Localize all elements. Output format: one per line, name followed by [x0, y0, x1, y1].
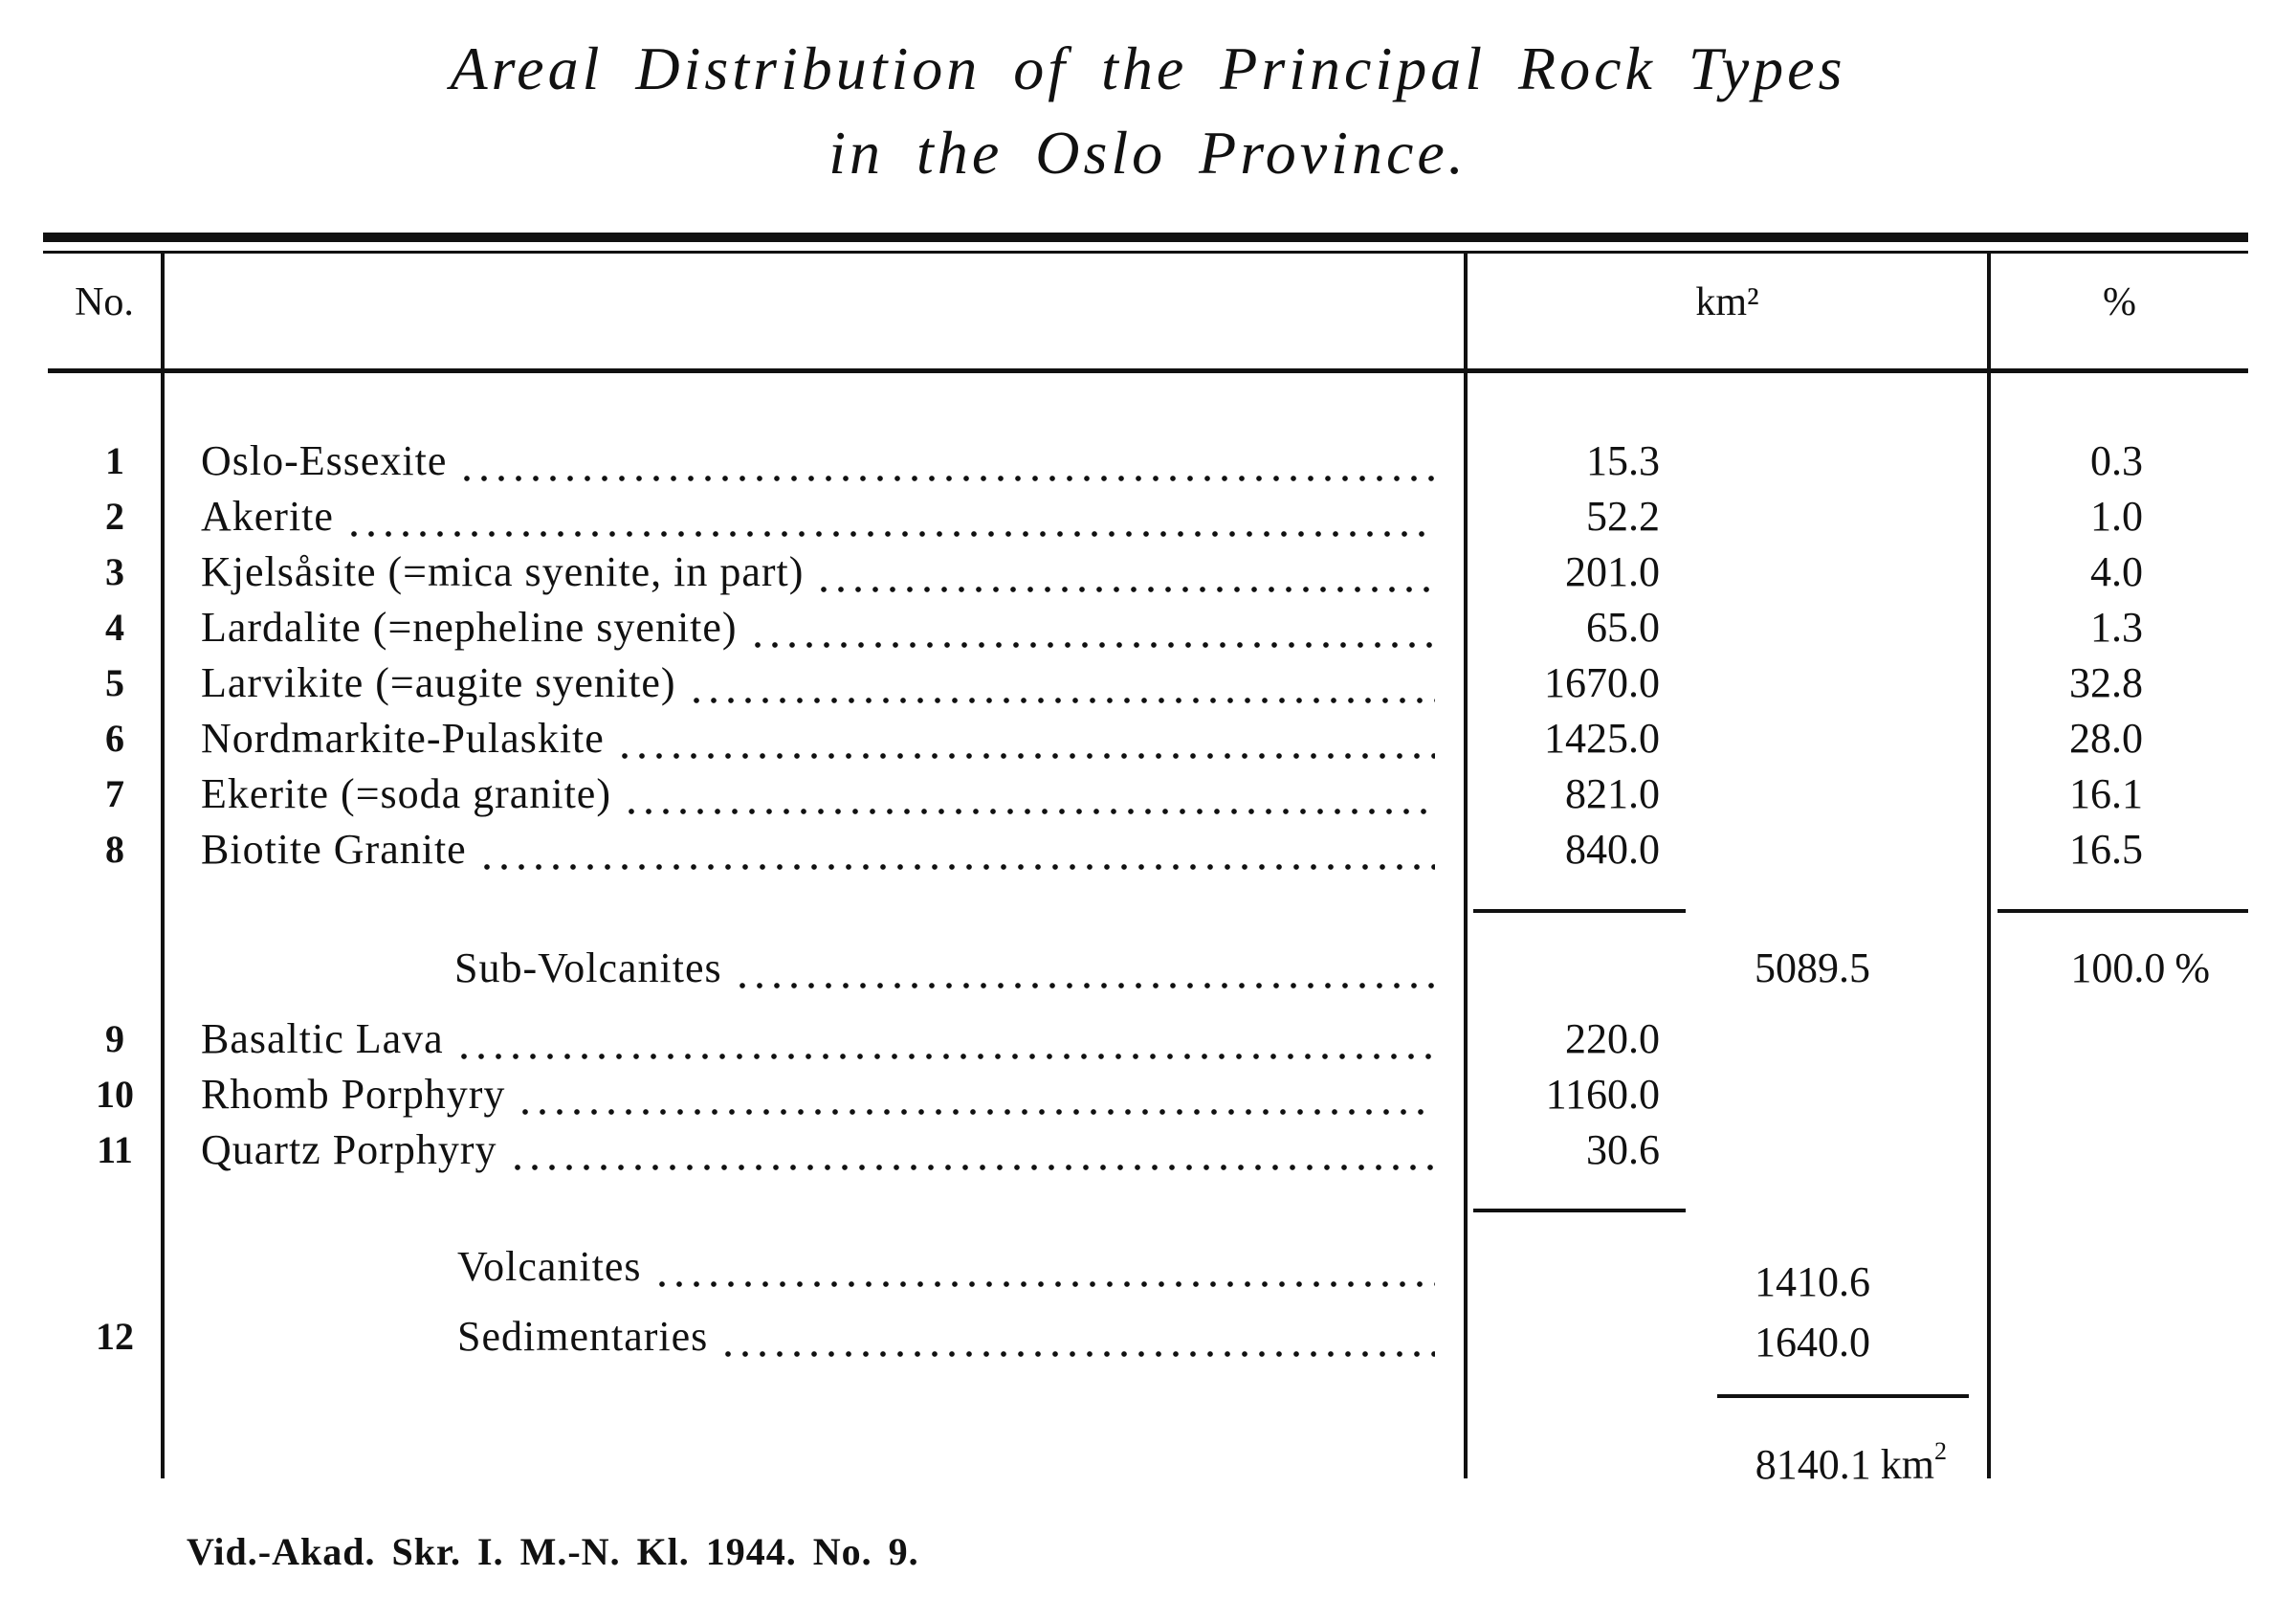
header-area: km²: [1695, 280, 1759, 324]
row-number: 1: [105, 439, 124, 482]
percent-value: 0.3: [2090, 437, 2143, 484]
area-value: 52.2: [1586, 493, 1660, 540]
rock-name: Oslo-Essexite: [201, 437, 448, 484]
row-label: [201, 711, 1435, 766]
area-value: 1425.0: [1544, 715, 1660, 762]
grand-total-rule: [1717, 1394, 1969, 1398]
top-thick-rule: [43, 233, 2248, 242]
leader-dots: [623, 766, 1435, 822]
header-no: No.: [75, 280, 134, 324]
leader-dots: [345, 489, 1435, 544]
grand-total-unit: [1880, 1437, 1947, 1488]
leader-dots: [719, 1309, 1435, 1365]
row-number: 6: [105, 717, 124, 760]
row-label: [201, 1067, 1435, 1122]
row-label: [454, 941, 1435, 996]
row-label: [457, 1239, 1435, 1295]
group-name: Volcanites: [457, 1243, 642, 1290]
table-title-line-2: in the Oslo Province.: [828, 119, 1468, 187]
row-number: 2: [105, 495, 124, 538]
row-label: [201, 822, 1435, 877]
rock-name: Lardalite (=nepheline syenite): [201, 604, 738, 651]
rock-name: Biotite Granite: [201, 826, 467, 873]
percent-value: 4.0: [2090, 548, 2143, 595]
table-row: [0, 1011, 2296, 1067]
row-label: [201, 544, 1435, 600]
subtotal-rule-area: [1473, 909, 1686, 913]
leader-dots: [653, 1239, 1436, 1295]
percent-total: 100.0: [2070, 944, 2166, 991]
row-label: [201, 1122, 1435, 1178]
row-number: 5: [105, 661, 124, 704]
percent-value: 1.0: [2090, 493, 2143, 540]
table-title-line-1: Areal Distribution of the Principal Rock Types: [450, 34, 1846, 102]
row-number: 11: [97, 1128, 133, 1171]
row-label: [201, 766, 1435, 822]
rock-name: Larvikite (=augite syenite): [201, 659, 676, 706]
area-value: 201.0: [1565, 548, 1660, 595]
subtotal-row: [0, 1239, 2296, 1305]
group-name: Sedimentaries: [457, 1313, 709, 1360]
area-value: 840.0: [1565, 826, 1660, 873]
top-thin-rule: [43, 251, 2248, 254]
rock-name: Rhomb Porphyry: [201, 1071, 506, 1118]
subtotal-row: [0, 941, 2296, 996]
leader-dots: [815, 544, 1435, 600]
table-row: [0, 1122, 2296, 1178]
leader-dots: [749, 600, 1435, 655]
leader-dots: [688, 655, 1435, 711]
rock-name: Nordmarkite-Pulaskite: [201, 715, 605, 762]
row-label: [201, 489, 1435, 544]
table-row: [0, 766, 2296, 822]
row-label: [201, 1011, 1435, 1067]
area-value: 15.3: [1586, 437, 1660, 484]
area-value: 65.0: [1586, 604, 1660, 651]
publication-reference: Vid.-Akad. Skr. I. M.-N. Kl. 1944. No. 9.: [187, 1530, 919, 1573]
leader-dots: [509, 1122, 1436, 1178]
percent-value: 1.3: [2090, 604, 2143, 651]
rock-name: Ekerite (=soda granite): [201, 770, 611, 817]
leader-dots: [616, 711, 1435, 766]
group-name: Sub-Volcanites: [454, 944, 722, 991]
table-row: [0, 822, 2296, 877]
table-row: [0, 1067, 2296, 1122]
row-number: 8: [105, 828, 124, 871]
percent-value: 16.1: [2069, 770, 2143, 817]
row-label: [457, 1309, 1435, 1365]
row-number: 3: [105, 550, 124, 593]
leader-dots: [458, 433, 1435, 489]
subtotal-rule-volcanic: [1473, 1209, 1686, 1212]
header-percent: %: [2103, 280, 2136, 324]
subtotal-percent: [1990, 941, 2210, 996]
percent-value: 32.8: [2069, 659, 2143, 706]
leader-dots: [478, 822, 1435, 877]
leader-dots: [734, 941, 1435, 996]
grand-total-value: 8140.1: [1755, 1441, 1871, 1488]
area-value: 1670.0: [1544, 659, 1660, 706]
subtotal-rule-percent: [1998, 909, 2248, 913]
row-number: 12: [96, 1315, 134, 1358]
table-row: [0, 655, 2296, 711]
subtotal-value: 1410.6: [1755, 1258, 1870, 1305]
leader-dots: [517, 1067, 1435, 1122]
subtotal-value: 1640.0: [1755, 1319, 1870, 1366]
table-row: [0, 1309, 2296, 1365]
row-label: [201, 433, 1435, 489]
table-row: [0, 433, 2296, 489]
row-number: 9: [105, 1017, 124, 1060]
percent-value: 28.0: [2069, 715, 2143, 762]
grand-total: [1660, 1424, 1947, 1493]
row-number: 7: [105, 772, 124, 815]
table-row: [0, 600, 2296, 655]
table-row: [0, 489, 2296, 544]
table-row: [0, 711, 2296, 766]
rock-name: Akerite: [201, 493, 334, 540]
table-row: [0, 544, 2296, 600]
leader-dots: [455, 1011, 1435, 1067]
area-value: 220.0: [1565, 1015, 1660, 1062]
percent-value: 16.5: [2069, 826, 2143, 873]
rock-name: Kjelsåsite (=mica syenite, in part): [201, 548, 805, 595]
subtotal-value: 5089.5: [1755, 944, 1870, 991]
row-number: 4: [105, 606, 124, 649]
percent-suffix: %: [2175, 944, 2210, 991]
area-value: 30.6: [1586, 1126, 1660, 1173]
area-value: 821.0: [1565, 770, 1660, 817]
row-number: 10: [96, 1073, 134, 1116]
unit-text: km: [1880, 1441, 1934, 1488]
rock-name: Quartz Porphyry: [201, 1126, 497, 1173]
row-label: [201, 655, 1435, 711]
grand-total-row: [0, 1424, 2296, 1488]
unit-exponent: 2: [1934, 1437, 1947, 1465]
rock-name: Basaltic Lava: [201, 1015, 444, 1062]
header-bottom-rule: [48, 368, 2248, 373]
area-value: 1160.0: [1545, 1071, 1660, 1118]
row-label: [201, 600, 1435, 655]
